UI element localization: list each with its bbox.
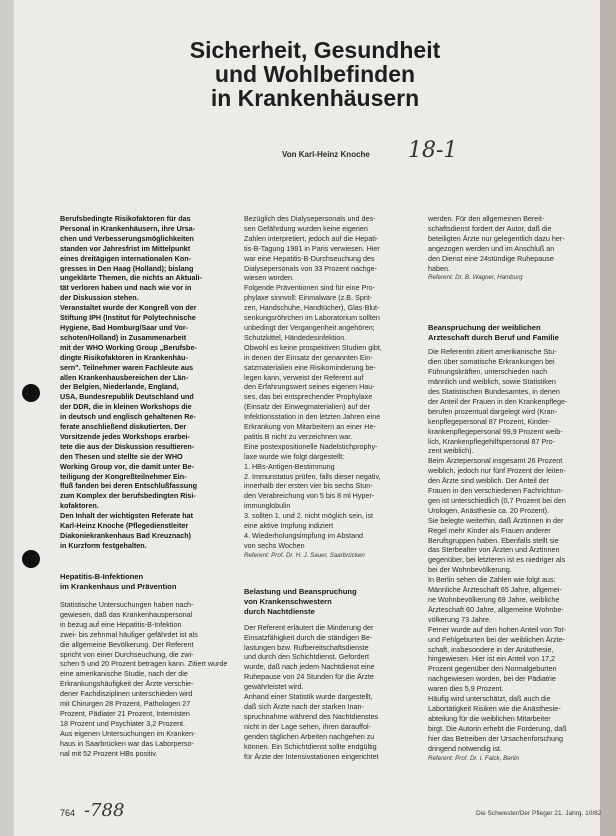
text-line: beteiligten Ärzte nur gelegentlich dazu her- [428,233,565,243]
text-line: Frauen in den verschiedenen Fachrichtun- [428,486,564,496]
text-line: gewährleistet wird. [244,682,304,692]
text-line: Diakoniekrankenhaus Bad Kreuznach) [60,531,192,540]
text-line: die allgemeine Bevölkerung. Der Referent [60,639,194,649]
text-line: Ärzteschaft 60 Jahre, allgemeine Wohnbe- [428,604,564,614]
text-line: Prozent, Pädiater 21 Prozent, Internisten [60,708,190,718]
section-hepatitis [60,572,232,759]
text-line: daß sich Ärzte nach der starken Inan- [244,701,364,711]
column-2 [244,214,414,761]
text-line: zent weiblich). [428,446,474,456]
author-byline: Von Karl-Heinz Knoche [282,150,370,159]
text-line: Ferner wurde auf den hohen Anteil von Tot- [428,624,566,634]
text-line: Erkrankungshäufigkeit der Ärzte verschie- [60,679,194,689]
text-line: des Statistischen Bundesamtes, in denen [428,386,560,396]
text-line: phylaxe sinnvoll: Einmalware (z.B. Sprit- [244,293,373,303]
text-line: schaft, insbesondere in der Anästhesie, [428,644,554,654]
text-line: fluß fanden bei deren Entschlußfassung [60,481,197,491]
section-heading: im Krankenhaus und Prävention [60,582,177,591]
section-heading: durch Nachtdienste [244,606,315,616]
text-line: teiligung der Kongreßteilnehmer Ein- [60,471,187,481]
text-line: mit Chirurgen 28 Prozent, Pathologen 27 [60,699,191,709]
text-line: Obwohl es keine prospektiven Studien gibt, [244,342,382,352]
text-line: patitis B nicht zu verzeichnen war. [244,431,353,441]
text-line: standen vor Jahresfrist im Mittelpunkt [60,243,191,253]
text-line: in bezug auf eine Hepatitis-B-Infektion [60,619,182,629]
text-line: ses, das bei entsprechender Prophylaxe [244,392,373,402]
text-line: und Fehlgeburten bei der weiblichen Ärzte- [428,634,566,644]
section-heading: Arzteschaft durch Beruf und Familie [428,333,559,343]
text-line: der Diskussion stehen. [60,293,139,303]
text-line: berufen prozentual dargelegt wird (Kran- [428,406,558,416]
text-line: chen und Verbesserungsmöglichkeiten [60,233,194,243]
text-line: den Verabreichung von 5 bis 8 ml Hyper- [244,491,375,501]
text-line: kenpflegepersonal 87 Prozent, Kinder- [428,416,551,426]
text-line: krankenpflegepersonal 99,9 Prozent weib- [428,426,563,436]
text-line: ferate anschließend diskutierten. Der [60,422,187,432]
text-line: satzmaterialien eine Risikominderung be- [244,362,376,372]
text-line: haus in Saarbrücken war das Laborperso- [60,738,194,748]
text-line: Zahlen interpretiert, jedoch auf die Hepati- [244,233,379,243]
text-line: Ruhepause von 24 Stunden für die Ärzte [244,672,374,682]
text-line: tät verloren haben und nach wie vor in [60,283,192,293]
text-line: hier das Betreiben der Ursachenforschung [428,733,564,743]
text-line: der DDR, die in kleinen Workshops die [60,402,192,412]
text-line: Veranstaltet wurde der Kongreß von der [60,303,197,313]
text-line: Infektionsstation in den letzten Jahren eine [244,412,381,422]
text-line: 1. HBs-Antigen-Bestimmung [244,461,335,471]
text-line: Folgende Präventionen sind für eine Pro- [244,283,376,293]
text-line: USA, Bundesrepublik Deutschland und [60,392,194,402]
text-line: gresses in Den Haag (Holland); bislang [60,263,194,273]
text-line: 18 Prozent und Psychiater 3,2 Prozent. [60,718,186,728]
text-line: Berufsbedingte Risikofaktoren für das [60,214,191,223]
text-line: kofaktoren. [60,501,99,511]
text-line: Aus eigenen Untersuchungen im Kranken- [60,728,196,738]
text-line: gegenüber, bei letzteren ist es niedriger als [428,555,566,565]
text-line: zum Komplex der berufsbedingten Risi- [60,491,196,501]
text-line: Karl-Heinz Knoche (Pflegedienstleiter [60,521,189,531]
text-line: eine aktive Impfung indiziert [244,521,334,531]
text-line: von sechs Wochen [244,540,305,550]
text-line: immunglobulin [244,501,291,511]
text-line: (Einsatz der Einwegmaterialien) auf der [244,402,370,412]
text-line: der Belgien, Niederlande, England, [60,382,179,392]
text-line: schaftsdienst fordert der Autor, daß die [428,223,552,233]
text-line: gewiesen, daß das Krankenhauspersonal [60,609,193,619]
text-line: Stiftung IPH (Institut für Polytechnische [60,313,196,323]
text-line: Statistische Untersuchungen haben nach- [60,600,194,609]
text-line: spruchnahme während des Nachtdienstes [244,711,379,721]
text-line: bei der Wohnbevölkerung. [428,565,512,575]
text-line: eine amerikanische Studie, nach der die [60,669,188,679]
text-line: nal mit 52 Prozent HBs positiv. [60,748,158,758]
text-line: Beim Ärztepersonal insgesamt 26 Prozent [428,456,563,466]
text-line: gen ist unterschiedlich (0,7 Prozent bei den [428,495,566,505]
text-line: Prozent gegenüber den Normalgeburten [428,664,557,674]
text-line: sen Gefährdung wurden keine eigenen [244,223,368,233]
text-line: haben. [428,263,450,273]
text-line: lich, Krankenpflegehilfspersonal 87 Pro- [428,436,556,446]
text-line: angezogen werden und im Anschluß an [428,243,555,253]
text-line: In Berlin sehen die Zahlen wie folgt aus: [428,575,556,585]
scan-edge [600,0,616,836]
handwritten-page-note: -788 [84,800,125,821]
text-line: Urologen, Anästhesie ca. 20 Prozent). [428,505,550,515]
text-line: den Erfahrungswert seines eigenen Hau- [244,382,375,392]
text-line: dien über somatische Erkrankungen bei [428,357,555,367]
text-line: 2. Immunstatus prüfen, falls dieser negativ, [244,471,381,481]
text-line: Anhand einer Statistik wurde dargestellt, [244,692,373,702]
text-line: wiesen worden. [244,273,294,283]
text-line: Bezüglich des Dialysepersonals und des- [244,214,376,223]
page-number: 764 [60,808,76,818]
text-line: Häufig wird unterschätzt, daß auch die [428,694,551,704]
punch-hole [22,384,40,402]
text-line: zwei- bis zehnmal häufiger gefährdet ist als [60,629,198,639]
text-line: der Anteil der Frauen in den Krankenpflege- [428,396,568,406]
text-line: Regel mehr Kinder als Frauen anderer [428,525,551,535]
text-line: in Kurzform festgehalten. [60,540,147,550]
text-line: birgt. Die Autorin erhebt die Forderung, daß [428,723,567,733]
text-line: Eine postexpositionelle Nadelstichprophy- [244,441,378,451]
text-line: Personal in Krankenhäusern, ihre Ursa- [60,223,196,233]
text-line: 4. Wiederholungsimpfung im Abstand [244,531,364,540]
text-line: Vorsitzende jedes Workshops erarbei- [60,431,190,441]
text-line: nicht in der Lage sehen, ihren darauffol- [244,721,371,731]
text-line: können. Ein Schichtdienst sollte endgültig [244,741,377,751]
text-line: waren dies 5,9 Prozent. [428,684,504,694]
text-line: völkerung 73 Jahre. [428,614,492,624]
text-line: schoten/Holland) in Zusammenarbeit [60,332,187,342]
text-line: das Sterbealter von Ärzten und Ärztinnen [428,545,560,555]
text-line: in denen der Einsatz der genannten Ein- [244,352,373,362]
text-line: Labortätigkeit Risiken wie die Anästhesie- [428,703,561,713]
text-line: dingte Risikofaktoren in Krankenhäu- [60,352,188,362]
text-line: männlich und weiblich, sowie Statistiken [428,377,556,387]
text-line: den Ärzte sind weiblich. Der Anteil der [428,476,550,486]
text-line: nachgewiesen worden, bei der Pädiatrie [428,674,556,684]
column-3 [428,214,596,763]
text-line: in deutsch und englisch gehaltenen Re- [60,412,196,422]
text-line: unbedingt der Vergangenheit angehören; [244,322,375,332]
handwritten-note: 18-1 [408,138,458,163]
text-line: allen Krankenhausbereichen der Län- [60,372,189,382]
text-line: tete die aus der Diskussion resultieren- [60,441,195,451]
text-line: mit der WHO Working Group „Berufsbe- [60,342,197,352]
title-line: in Krankenhäusern [210,85,420,111]
text-line: für Ärzte der Intensivstationen eingerichtet [244,751,379,761]
text-line: ne Wohnbevölkerung 69 Jahre, weibliche [428,595,560,604]
text-line: abteilung für die weiblichen Mitarbeiter [428,713,551,723]
title-line: Sicherheit, Gesundheit [189,37,441,63]
text-line: Hygiene, Bad Homburg/Saar und Vor- [60,322,189,332]
intro-column [60,214,232,551]
text-line: genden täglichen Arbeiten nachgehen zu [244,731,375,741]
text-line: Die Referentin zitiert amerikanische Stu- [428,347,557,357]
text-line: innerhalb der ersten vier bis sechs Stun- [244,481,373,491]
text-line: eines dreitägigen internationalen Kon- [60,253,191,263]
text-line: hingewiesen. Hier ist ein Anteil von 17,2 [428,654,556,664]
text-line: Den Inhalt der wichtigsten Referate hat [60,511,193,521]
text-line: war eine Hepatitis-B-Durchseuchung des [244,253,375,263]
text-line: Männliche Ärzteschaft 65 Jahre, allgemei- [428,585,562,595]
text-line: sern". Teilnehmer waren Fachleute aus [60,362,194,372]
text-line: weiblich, jedoch nur fünf Prozent der leiten- [428,466,566,476]
text-line: dringend notwendig ist. [428,743,502,753]
text-line: den Thesen und stellte sie der WHO [60,451,183,461]
text-line: lastungen bzw. Rufbereitschaftsdienste [244,642,369,652]
text-line: senkungsröhrchen im Laboratorium sollten [244,313,380,323]
punch-hole [22,550,40,568]
text-line: Berufsgruppen haben. Ebenfalls stellt sie [428,535,559,545]
text-line: Der Referent erläutert die Minderung der [244,622,374,632]
title-line: und Wohlbefinden [214,61,416,87]
text-line: Working Group vor, die damit unter Be- [60,461,195,471]
referent-note: Referent: Prof. Dr. I. Falck, Berlin [428,754,519,762]
text-line: spricht von einer Durchseuchung, die zwi- [60,649,194,659]
article-title [175,38,455,110]
referent-note: Referent: Prof. Dr. H. J. Sauer, Saarbrücken [244,551,365,559]
text-line: Führungskräften, unterschieden nach [428,367,548,377]
text-line: Dialysepersonals von 33 Prozent nachge- [244,263,378,273]
section-heading: Belastung und Beanspruchung [244,586,357,596]
text-line: zen, Handschuhe, Handtücher), Glas-Blut- [244,303,380,313]
text-line: Erkrankung von Mitarbeitern an einer He- [244,422,376,432]
text-line: werden. Für den allgemeinen Bereit- [428,214,545,223]
text-line: legen kann, verweist der Referent auf [244,372,364,382]
text-line: 3. sollten 1. und 2. nicht möglich sein, ist [244,511,374,521]
text-line: den Dienst eine 24stündige Ruhepause [428,253,554,263]
section-heading: Beanspruchung der weiblichen [428,323,541,333]
journal-footer: Die Schwester/Der Pfleger 21. Jahrg. 10/82 [476,810,602,817]
text-line: schen 5 und 20 Prozent betragen kann. Zitiert wurde [60,659,228,669]
text-line: ungeklärte Themen, die nichts an Aktuali- [60,273,202,283]
text-line: Sie belegte weiterhin, daß Ärztinnen in der [428,515,564,525]
text-line: wurde, daß nach jedem Nachtdienst eine [244,662,375,672]
text-line: tis-B-Tagung 1981 in Paris verwiesen. Hier [244,243,380,253]
section-heading: Hepatitis-B-Infektionen [60,572,144,581]
text-line: Schutzkittel, Händedesinfektion. [244,332,347,342]
text-line: und durch den Schichtdienst. Gefordert [244,652,370,662]
referent-note: Referent: Dr. B. Wagner, Hamburg [428,274,523,282]
text-line: laxe wurde wie folgt dargestellt: [244,451,345,461]
section-heading: von Krankenschwestern [244,596,332,606]
text-line: Einsatzfähigkeit durch die ständigen Be- [244,632,373,642]
text-line: dener Fachdisziplinen unterschieden wird [60,689,193,699]
